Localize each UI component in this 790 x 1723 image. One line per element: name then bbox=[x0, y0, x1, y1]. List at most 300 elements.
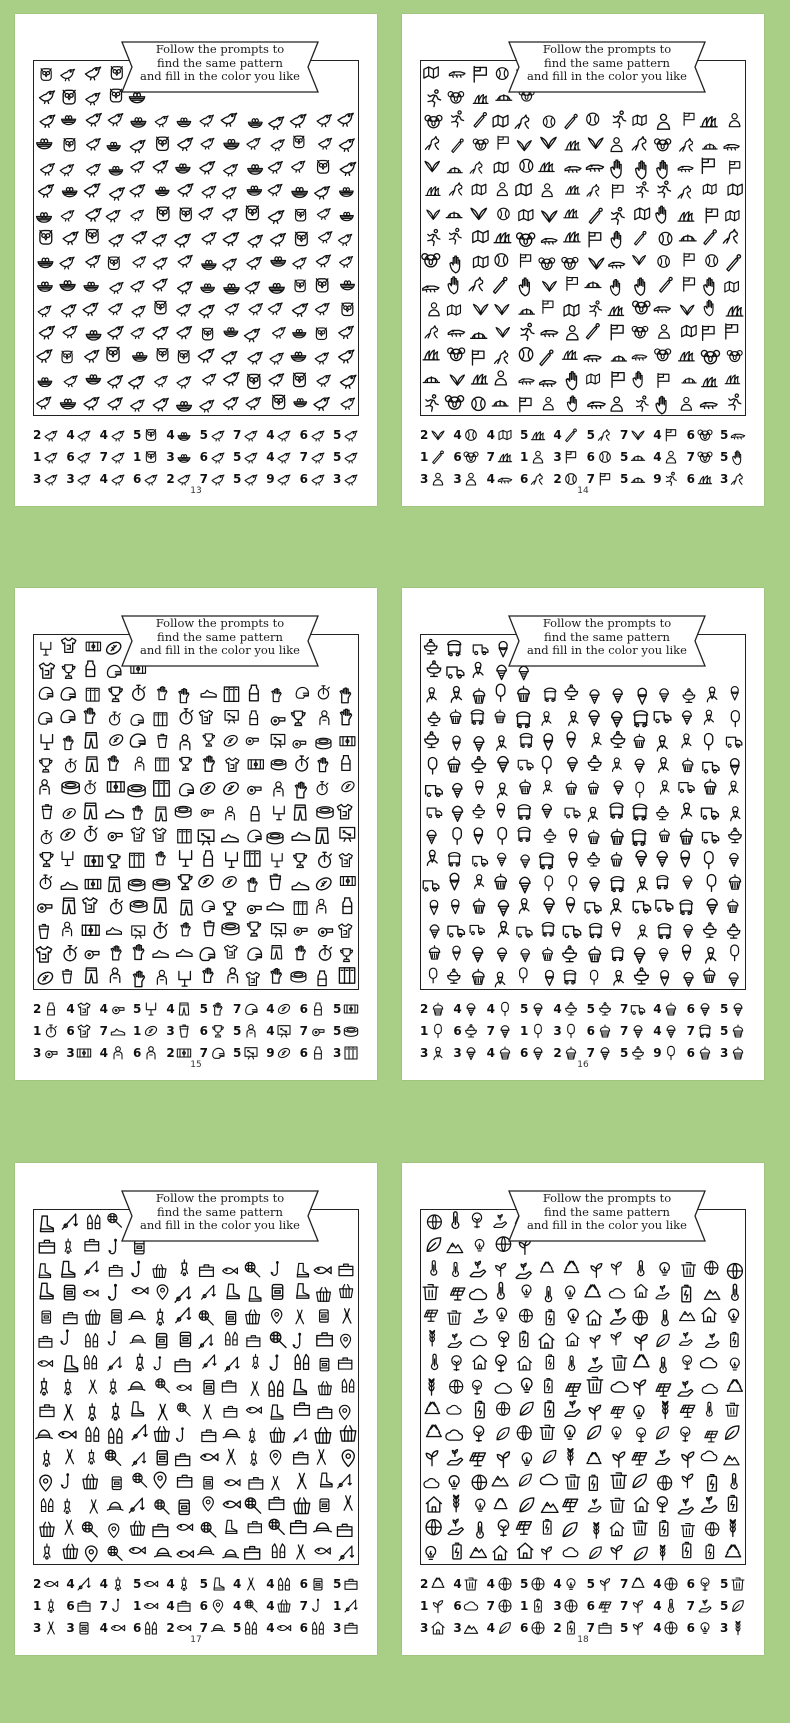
truck-icon[interactable] bbox=[518, 760, 533, 770]
hand-icon[interactable] bbox=[611, 160, 621, 178]
bird-icon[interactable] bbox=[153, 398, 168, 411]
lure-icon[interactable] bbox=[43, 1451, 49, 1467]
pants-icon[interactable] bbox=[86, 968, 98, 983]
house-icon[interactable] bbox=[518, 1356, 531, 1369]
plant-icon[interactable] bbox=[542, 1547, 552, 1560]
rod-icon[interactable] bbox=[203, 1355, 216, 1368]
box-icon[interactable] bbox=[245, 1547, 260, 1559]
bird-icon[interactable] bbox=[314, 398, 329, 411]
kangaroo-icon[interactable] bbox=[469, 277, 483, 290]
nest-icon[interactable] bbox=[340, 188, 354, 197]
glove-icon[interactable] bbox=[296, 946, 306, 960]
boomerang-icon[interactable] bbox=[589, 258, 604, 269]
whistle-icon[interactable] bbox=[294, 928, 307, 936]
trophy-icon[interactable] bbox=[178, 875, 192, 890]
bird-icon[interactable] bbox=[37, 350, 52, 363]
bird-icon[interactable] bbox=[247, 257, 261, 269]
cloud-icon[interactable] bbox=[470, 1289, 487, 1299]
globe-icon[interactable] bbox=[706, 1522, 719, 1535]
opera-icon[interactable] bbox=[679, 352, 695, 361]
tree-icon[interactable] bbox=[474, 1426, 484, 1441]
battery-icon[interactable] bbox=[706, 1544, 713, 1558]
owl-icon[interactable] bbox=[342, 303, 353, 315]
leaf-icon[interactable] bbox=[657, 1427, 669, 1439]
sundae-icon[interactable] bbox=[588, 853, 600, 866]
rod-icon[interactable] bbox=[129, 1498, 144, 1513]
battery-icon[interactable] bbox=[731, 1333, 738, 1347]
flag-icon[interactable] bbox=[498, 136, 508, 149]
recycle-icon[interactable] bbox=[426, 1425, 441, 1437]
opera-icon[interactable] bbox=[494, 233, 511, 243]
koala-icon[interactable] bbox=[701, 350, 719, 363]
nest-icon[interactable] bbox=[37, 213, 52, 222]
sundae-icon[interactable] bbox=[565, 685, 578, 699]
can-icon[interactable] bbox=[112, 1477, 121, 1490]
pin-icon[interactable] bbox=[154, 1472, 166, 1488]
bin-icon[interactable] bbox=[681, 1524, 694, 1537]
locker-icon[interactable] bbox=[294, 902, 307, 915]
owl-icon[interactable] bbox=[107, 347, 119, 361]
boomerang-icon[interactable] bbox=[427, 210, 440, 219]
owl-icon[interactable] bbox=[248, 374, 260, 388]
basket-icon[interactable] bbox=[40, 1522, 54, 1536]
cupcake-icon[interactable] bbox=[704, 968, 715, 982]
bulb-icon[interactable] bbox=[565, 1425, 575, 1439]
flag-icon[interactable] bbox=[730, 161, 740, 174]
pants-icon[interactable] bbox=[63, 898, 75, 913]
cone-icon[interactable] bbox=[590, 877, 599, 891]
box-icon[interactable] bbox=[247, 1336, 260, 1347]
cone-icon[interactable] bbox=[474, 737, 484, 752]
nest-icon[interactable] bbox=[131, 118, 146, 127]
recycle-icon[interactable] bbox=[494, 1499, 507, 1509]
cloud-icon[interactable] bbox=[424, 1479, 439, 1488]
solar-icon[interactable] bbox=[680, 1405, 694, 1417]
nest-icon[interactable] bbox=[341, 281, 355, 290]
hand-icon[interactable] bbox=[448, 277, 458, 294]
croc-icon[interactable] bbox=[701, 403, 718, 409]
trophy-icon[interactable] bbox=[292, 711, 306, 725]
bird-icon[interactable] bbox=[178, 282, 192, 294]
boomerang-icon[interactable] bbox=[633, 256, 646, 265]
truck-icon[interactable] bbox=[517, 927, 532, 937]
shoe-icon[interactable] bbox=[106, 810, 123, 818]
bird-icon[interactable] bbox=[84, 397, 99, 409]
person-icon[interactable] bbox=[729, 114, 739, 127]
hand-plant-icon[interactable] bbox=[448, 1334, 461, 1347]
owl-icon[interactable] bbox=[62, 351, 72, 363]
rod-icon[interactable] bbox=[132, 1453, 145, 1466]
plant-icon[interactable] bbox=[611, 1545, 622, 1559]
thermo-icon[interactable] bbox=[431, 1261, 437, 1275]
leaf-icon[interactable] bbox=[519, 1474, 531, 1486]
bird-icon[interactable] bbox=[225, 304, 239, 315]
bird-icon[interactable] bbox=[63, 232, 78, 245]
basket-icon[interactable] bbox=[340, 1285, 353, 1298]
sundae-icon[interactable] bbox=[657, 806, 668, 819]
solar-icon[interactable] bbox=[424, 1310, 437, 1321]
recycle-icon[interactable] bbox=[634, 1355, 649, 1367]
pliers-icon[interactable] bbox=[158, 1404, 167, 1420]
sundae-icon[interactable] bbox=[611, 732, 625, 748]
cart-icon[interactable] bbox=[448, 641, 461, 656]
ball-icon[interactable] bbox=[658, 256, 670, 268]
plant-icon[interactable] bbox=[682, 1474, 693, 1488]
hand-cone-icon[interactable] bbox=[657, 736, 667, 751]
hand-plant-icon[interactable] bbox=[565, 1401, 580, 1416]
cloud-icon[interactable] bbox=[701, 1451, 717, 1460]
person-icon[interactable] bbox=[543, 397, 553, 409]
runner-icon[interactable] bbox=[428, 229, 440, 245]
hand-cone-icon[interactable] bbox=[542, 712, 551, 726]
tree-icon[interactable] bbox=[473, 1380, 482, 1394]
net-icon[interactable] bbox=[155, 1500, 169, 1514]
football-icon[interactable] bbox=[221, 874, 238, 889]
bulb-icon[interactable] bbox=[522, 1453, 531, 1465]
field-icon[interactable] bbox=[85, 856, 102, 866]
plant-icon[interactable] bbox=[611, 1332, 621, 1345]
nest-icon[interactable] bbox=[107, 142, 120, 150]
net-icon[interactable] bbox=[105, 1450, 120, 1465]
cloud-icon[interactable] bbox=[609, 1289, 624, 1298]
house-icon[interactable] bbox=[518, 1543, 533, 1558]
shoe-icon[interactable] bbox=[177, 949, 192, 956]
bin-icon[interactable] bbox=[612, 1356, 626, 1370]
bird-icon[interactable] bbox=[200, 115, 213, 126]
rod-icon[interactable] bbox=[294, 1429, 307, 1442]
icecream-icon[interactable] bbox=[638, 688, 646, 704]
opera-icon[interactable] bbox=[702, 377, 717, 386]
lure-icon[interactable] bbox=[251, 1451, 257, 1465]
flag-icon[interactable] bbox=[684, 277, 695, 291]
bridge-icon[interactable] bbox=[702, 144, 717, 149]
koala-icon[interactable] bbox=[562, 257, 578, 269]
bottle-icon[interactable] bbox=[250, 711, 258, 725]
owl-icon[interactable] bbox=[157, 349, 168, 361]
stadium-icon[interactable] bbox=[267, 833, 283, 844]
fish-icon[interactable] bbox=[225, 1480, 240, 1486]
bird-icon[interactable] bbox=[85, 350, 99, 362]
map-icon[interactable] bbox=[473, 231, 488, 243]
glove-icon[interactable] bbox=[203, 968, 213, 982]
opera-icon[interactable] bbox=[473, 95, 488, 104]
bird-icon[interactable] bbox=[87, 139, 101, 150]
vest-icon[interactable] bbox=[85, 1356, 97, 1369]
plant-icon[interactable] bbox=[613, 1452, 625, 1467]
bin-icon[interactable] bbox=[611, 1498, 625, 1512]
player-icon[interactable] bbox=[40, 780, 49, 794]
helmet-icon[interactable] bbox=[248, 830, 261, 842]
hand-cone-icon[interactable] bbox=[682, 803, 692, 818]
nest-icon[interactable] bbox=[294, 399, 307, 407]
basket-icon[interactable] bbox=[131, 1521, 145, 1535]
koala-icon[interactable] bbox=[727, 351, 742, 362]
cone-icon[interactable] bbox=[497, 853, 506, 866]
bird-icon[interactable] bbox=[131, 400, 145, 411]
cart-icon[interactable] bbox=[517, 712, 530, 728]
icecream-icon[interactable] bbox=[567, 732, 575, 748]
nest-icon[interactable] bbox=[177, 118, 191, 127]
bird-icon[interactable] bbox=[200, 400, 214, 412]
popsicle-icon[interactable] bbox=[498, 827, 506, 844]
leaf-icon[interactable] bbox=[590, 1547, 602, 1559]
bird-icon[interactable] bbox=[222, 187, 236, 198]
cart-icon[interactable] bbox=[540, 853, 554, 869]
box-icon[interactable] bbox=[249, 1478, 263, 1489]
owl-icon[interactable] bbox=[294, 373, 306, 386]
jersey-icon[interactable] bbox=[224, 945, 237, 958]
hand-cone-icon[interactable] bbox=[659, 758, 669, 773]
croc-icon[interactable] bbox=[609, 262, 625, 268]
sundae-icon[interactable] bbox=[448, 969, 460, 983]
cone-icon[interactable] bbox=[497, 665, 507, 679]
vest-icon[interactable] bbox=[109, 1428, 122, 1443]
hat-icon[interactable] bbox=[223, 1430, 239, 1438]
person-icon[interactable] bbox=[542, 184, 552, 197]
cupcake-icon[interactable] bbox=[473, 899, 484, 913]
whistle-icon[interactable] bbox=[293, 741, 306, 748]
bird-icon[interactable] bbox=[155, 376, 168, 387]
solar-icon[interactable] bbox=[566, 1384, 581, 1396]
truck-icon[interactable] bbox=[427, 808, 441, 817]
bird-icon[interactable] bbox=[291, 114, 306, 127]
goalpost-icon[interactable] bbox=[41, 642, 51, 655]
bird-icon[interactable] bbox=[129, 376, 144, 389]
hand-plant-icon[interactable] bbox=[474, 1309, 487, 1322]
cone-icon[interactable] bbox=[473, 947, 483, 962]
koala-icon[interactable] bbox=[655, 349, 671, 361]
icecream-icon[interactable] bbox=[430, 900, 438, 914]
globe-icon[interactable] bbox=[517, 1426, 531, 1440]
owl-icon[interactable] bbox=[108, 257, 119, 269]
hand-cone-icon[interactable] bbox=[638, 925, 647, 939]
bird-icon[interactable] bbox=[248, 352, 262, 364]
thermo-icon[interactable] bbox=[497, 1282, 504, 1299]
bin-icon[interactable] bbox=[682, 1263, 696, 1277]
rod-icon[interactable] bbox=[338, 1474, 352, 1488]
hand-icon[interactable] bbox=[636, 161, 646, 179]
cup-icon[interactable] bbox=[39, 925, 48, 939]
basket-icon[interactable] bbox=[317, 1288, 331, 1302]
bird-icon[interactable] bbox=[109, 234, 123, 246]
globe-icon[interactable] bbox=[472, 1475, 486, 1489]
hidden-picture-puzzle[interactable] bbox=[33, 1209, 359, 1565]
bird-icon[interactable] bbox=[202, 186, 216, 197]
goalpost-icon[interactable] bbox=[272, 854, 282, 867]
box-icon[interactable] bbox=[339, 1358, 352, 1369]
bin-icon[interactable] bbox=[423, 1285, 438, 1300]
house-icon[interactable] bbox=[635, 1284, 648, 1297]
truck-icon[interactable] bbox=[565, 808, 580, 818]
popsicle-icon[interactable] bbox=[545, 876, 552, 891]
glove-icon[interactable] bbox=[133, 945, 144, 960]
bin-icon[interactable] bbox=[566, 1475, 580, 1489]
pants-icon[interactable] bbox=[271, 946, 281, 959]
bird-icon[interactable] bbox=[268, 184, 282, 195]
nest-icon[interactable] bbox=[224, 284, 239, 294]
icecream-icon[interactable] bbox=[661, 971, 669, 986]
bird-icon[interactable] bbox=[317, 209, 330, 220]
leaf-icon[interactable] bbox=[520, 1498, 534, 1512]
nest-icon[interactable] bbox=[109, 166, 123, 175]
plant-icon[interactable] bbox=[589, 1405, 600, 1420]
bird-icon[interactable] bbox=[178, 184, 193, 196]
battery-icon[interactable] bbox=[545, 1401, 553, 1417]
bird-icon[interactable] bbox=[221, 113, 236, 126]
basket-icon[interactable] bbox=[154, 1427, 169, 1442]
thermo-icon[interactable] bbox=[545, 1287, 551, 1302]
football-icon[interactable] bbox=[197, 873, 215, 889]
bird-icon[interactable] bbox=[39, 91, 54, 104]
owl-icon[interactable] bbox=[157, 137, 169, 150]
hand-plant-icon[interactable] bbox=[701, 1497, 717, 1513]
vest-icon[interactable] bbox=[42, 1499, 53, 1512]
hand-plant-icon[interactable] bbox=[656, 1286, 669, 1299]
bin-icon[interactable] bbox=[611, 1473, 626, 1488]
helmet-icon[interactable] bbox=[248, 948, 262, 960]
pliers-icon[interactable] bbox=[272, 1477, 279, 1490]
box-icon[interactable] bbox=[248, 1522, 261, 1533]
boot-icon[interactable] bbox=[294, 1380, 306, 1395]
glove-icon[interactable] bbox=[108, 756, 118, 770]
icecream-icon[interactable] bbox=[476, 781, 483, 795]
kangaroo-icon[interactable] bbox=[425, 326, 437, 338]
cone-icon[interactable] bbox=[498, 948, 507, 961]
basket-icon[interactable] bbox=[270, 1428, 284, 1442]
bird-icon[interactable] bbox=[317, 375, 330, 386]
stadium-icon[interactable] bbox=[128, 785, 145, 797]
bird-icon[interactable] bbox=[339, 350, 354, 363]
wheat-icon[interactable] bbox=[430, 1330, 435, 1345]
helmet-icon[interactable] bbox=[131, 714, 143, 725]
plant-icon[interactable] bbox=[497, 1452, 509, 1468]
flag-icon[interactable] bbox=[611, 325, 623, 340]
stopwatch-icon[interactable] bbox=[318, 686, 329, 699]
sundae-icon[interactable] bbox=[635, 968, 649, 984]
helmet-icon[interactable] bbox=[39, 687, 52, 699]
bird-icon[interactable] bbox=[315, 303, 329, 314]
nest-icon[interactable] bbox=[248, 165, 263, 174]
stopwatch-icon[interactable] bbox=[317, 782, 328, 795]
tree-icon[interactable] bbox=[472, 1213, 481, 1228]
glove-icon[interactable] bbox=[340, 688, 351, 703]
cart-icon[interactable] bbox=[680, 900, 692, 914]
wheat-icon[interactable] bbox=[429, 1379, 434, 1395]
recycle-icon[interactable] bbox=[727, 1380, 742, 1392]
football-icon[interactable] bbox=[199, 780, 217, 796]
ball-icon[interactable] bbox=[587, 113, 599, 125]
basket-icon[interactable] bbox=[315, 1428, 331, 1444]
leaf-icon[interactable] bbox=[427, 1238, 441, 1252]
lure-icon[interactable] bbox=[157, 1309, 164, 1325]
vest-icon[interactable] bbox=[342, 1379, 353, 1392]
bat-icon[interactable] bbox=[565, 114, 577, 128]
leaf-icon[interactable] bbox=[634, 1547, 647, 1560]
bird-icon[interactable] bbox=[85, 67, 100, 80]
leaf-icon[interactable] bbox=[588, 1426, 601, 1439]
boot-icon[interactable] bbox=[321, 1473, 333, 1487]
map-icon[interactable] bbox=[424, 67, 438, 78]
croc-icon[interactable] bbox=[632, 355, 646, 360]
nest-icon[interactable] bbox=[177, 402, 192, 411]
boot-icon[interactable] bbox=[39, 1264, 50, 1278]
fish-icon[interactable] bbox=[177, 1385, 191, 1391]
trophy-icon[interactable] bbox=[247, 922, 260, 936]
net-icon[interactable] bbox=[270, 1332, 286, 1348]
lure-icon[interactable] bbox=[64, 1499, 70, 1514]
bridge-icon[interactable] bbox=[611, 356, 626, 361]
hand-plant-icon[interactable] bbox=[494, 1215, 507, 1228]
bat-icon[interactable] bbox=[586, 324, 599, 339]
thermo-icon[interactable] bbox=[706, 1402, 712, 1416]
hook-icon[interactable] bbox=[132, 1261, 140, 1276]
pliers-icon[interactable] bbox=[90, 1500, 97, 1513]
goalpost-icon[interactable] bbox=[179, 971, 190, 986]
sundae-icon[interactable] bbox=[563, 946, 577, 962]
truck-icon[interactable] bbox=[448, 926, 464, 937]
pliers-icon[interactable] bbox=[203, 1405, 211, 1419]
cone-icon[interactable] bbox=[521, 855, 530, 868]
glove-icon[interactable] bbox=[133, 971, 144, 986]
plant-icon[interactable] bbox=[426, 1451, 438, 1466]
cart-icon[interactable] bbox=[544, 688, 555, 701]
player-icon[interactable] bbox=[157, 970, 166, 984]
fish-icon[interactable] bbox=[201, 1454, 218, 1461]
pin-icon[interactable] bbox=[339, 1405, 349, 1419]
nest-icon[interactable] bbox=[293, 329, 306, 337]
cupcake-icon[interactable] bbox=[473, 969, 485, 984]
player-icon[interactable] bbox=[63, 922, 72, 936]
bulb-icon[interactable] bbox=[497, 1308, 507, 1321]
lure-icon[interactable] bbox=[41, 1378, 48, 1395]
hat-icon[interactable] bbox=[155, 1548, 172, 1556]
bird-icon[interactable] bbox=[268, 303, 282, 314]
bird-icon[interactable] bbox=[108, 114, 122, 126]
bird-icon[interactable] bbox=[315, 187, 330, 199]
cone-icon[interactable] bbox=[684, 972, 693, 986]
kangaroo-icon[interactable] bbox=[470, 162, 482, 174]
locker-icon[interactable] bbox=[178, 830, 191, 843]
owl-icon[interactable] bbox=[178, 351, 189, 363]
box-icon[interactable] bbox=[317, 1333, 332, 1346]
bin-icon[interactable] bbox=[540, 1425, 554, 1439]
bird-icon[interactable] bbox=[130, 140, 145, 152]
whistle-icon[interactable] bbox=[271, 717, 285, 725]
bird-icon[interactable] bbox=[199, 305, 214, 318]
box-icon[interactable] bbox=[40, 1405, 54, 1417]
sundae-icon[interactable] bbox=[428, 712, 440, 726]
bird-icon[interactable] bbox=[131, 210, 144, 221]
icecream-icon[interactable] bbox=[497, 803, 504, 817]
stopwatch-icon[interactable] bbox=[111, 899, 123, 913]
hand-icon[interactable] bbox=[633, 372, 642, 388]
icecream-icon[interactable] bbox=[731, 687, 738, 700]
player-icon[interactable] bbox=[320, 711, 329, 725]
map-icon[interactable] bbox=[472, 184, 486, 195]
wheat-icon[interactable] bbox=[568, 1449, 573, 1465]
glove-icon[interactable] bbox=[158, 687, 167, 700]
ball-icon[interactable] bbox=[659, 232, 672, 245]
sundae-icon[interactable] bbox=[424, 639, 437, 653]
map-icon[interactable] bbox=[587, 374, 600, 384]
popsicle-icon[interactable] bbox=[591, 970, 598, 984]
bird-icon[interactable] bbox=[37, 397, 51, 409]
net-icon[interactable] bbox=[201, 1523, 216, 1538]
plant-icon[interactable] bbox=[611, 1262, 621, 1275]
lure-icon[interactable] bbox=[137, 1354, 144, 1370]
hand-plant-icon[interactable] bbox=[470, 1261, 485, 1276]
solar-icon[interactable] bbox=[563, 1499, 578, 1511]
